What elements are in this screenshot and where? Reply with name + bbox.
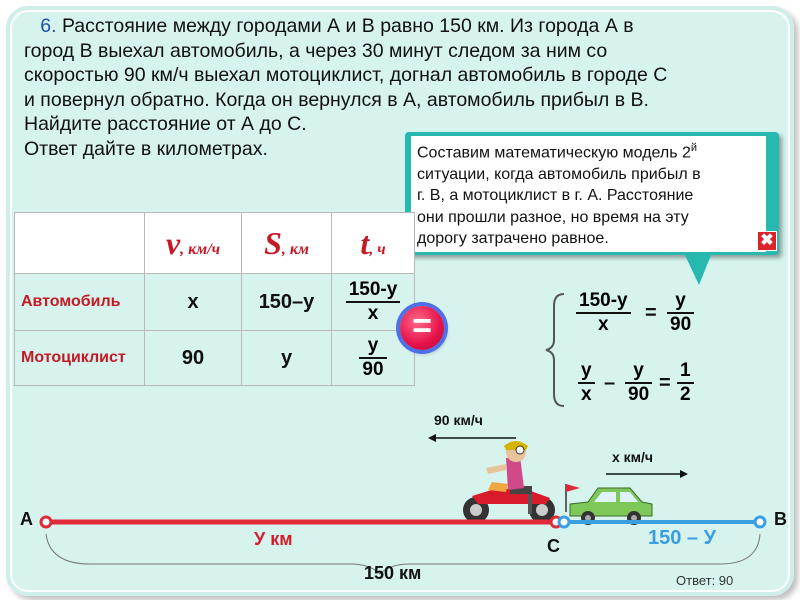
- model-table: [14, 212, 415, 386]
- eq2-right-denominator: 2: [680, 384, 691, 405]
- callout-box: [405, 132, 779, 255]
- answer-text: Ответ: 90: [676, 573, 734, 588]
- point-b-dot: [755, 517, 765, 527]
- moto-s-cell: у: [242, 331, 332, 386]
- moto-speed-label: 90 км/ч: [434, 412, 483, 428]
- moto-t-fraction: [359, 335, 386, 381]
- eq1-left-denominator: x: [598, 314, 609, 335]
- problem-line-3: скоростью 90 км/ч выехал мотоциклист, догнал автомобиль в городе С: [24, 64, 668, 87]
- eq1-equals: =: [645, 302, 657, 324]
- eq2-right-fraction: [677, 360, 694, 406]
- point-a-dot: [41, 517, 51, 527]
- car-t-denominator: x: [367, 303, 379, 324]
- eq1-left-fraction: [576, 290, 631, 336]
- callout-superscript: й: [690, 142, 698, 154]
- eq2-b-fraction: [625, 360, 652, 406]
- row-label-cell: [15, 274, 145, 331]
- header-v-cell: [145, 213, 242, 274]
- moto-t-numerator: у: [359, 335, 386, 359]
- header-v-symbol: v: [165, 224, 181, 261]
- segment-cb-label: 150 – У: [648, 527, 717, 549]
- problem-number: 6.: [40, 15, 57, 37]
- row-label-cell: [15, 331, 145, 386]
- eq2-a-denominator: x: [581, 384, 592, 405]
- car-v-cell: x: [145, 274, 242, 331]
- system-brace-icon: [540, 290, 570, 410]
- row-label-moto: Мотоциклист: [21, 349, 126, 366]
- total-distance-label: 150 км: [364, 563, 422, 583]
- eq1-left-numerator: 150-у: [576, 290, 631, 314]
- eq2-a-fraction: [578, 360, 595, 406]
- eq2-a-numerator: у: [578, 360, 595, 384]
- problem-line-4: и повернул обратно. Когда он вернулся в А, автомобиль прибыл в В.: [24, 88, 649, 111]
- point-a-label: А: [20, 509, 33, 529]
- callout-line-1: [417, 138, 760, 164]
- car-direction-arrow-icon: [604, 468, 688, 480]
- callout-line-1-text: Составим математическую модель 2: [417, 144, 691, 162]
- equals-button[interactable]: =: [400, 306, 444, 350]
- car-speed-label: x км/ч: [612, 449, 654, 465]
- car-t-numerator: 150-у: [346, 279, 401, 303]
- header-t-unit: , ч: [369, 240, 386, 258]
- callout-text: [411, 136, 766, 252]
- callout-line-3: г. В, а мотоциклист в г. А. Расстояние: [417, 187, 694, 205]
- eq2-b-numerator: у: [625, 360, 652, 384]
- segment-ac-label: У км: [254, 529, 293, 549]
- header-s-symbol: S: [264, 224, 282, 261]
- point-c-label: С: [547, 536, 560, 556]
- problem-line-1-text: Расстояние между городами А и В равно 150 км. Из города А в: [61, 15, 634, 37]
- point-b-label: В: [774, 509, 787, 529]
- header-t-cell: [332, 213, 415, 274]
- problem-line-1: [24, 14, 774, 39]
- header-s-cell: [242, 213, 332, 274]
- close-icon[interactable]: ✖: [757, 231, 777, 251]
- callout-line-2: ситуации, когда автомобиль прибыл в: [417, 165, 701, 183]
- point-c-blue-dot: [559, 517, 569, 527]
- callout-line-5: дорогу затрачено равное.: [417, 230, 609, 248]
- row-label-car: Автомобиль: [21, 293, 121, 310]
- car-s-cell: 150–у: [242, 274, 332, 331]
- table-row: [15, 274, 415, 331]
- eq2-b-denominator: 90: [628, 384, 650, 405]
- header-v-unit: , км/ч: [180, 240, 221, 258]
- eq2-minus: –: [604, 372, 616, 394]
- eq1-right-numerator: у: [667, 290, 694, 314]
- header-s-unit: , км: [281, 240, 309, 258]
- table-corner-cell: [15, 213, 145, 274]
- eq1-right-denominator: 90: [670, 314, 692, 335]
- header-t-symbol: t: [360, 224, 370, 261]
- callout-line-4: они прошли разное, но время на эту: [417, 208, 689, 226]
- eq1-right-fraction: [667, 290, 694, 336]
- eq2-equals: =: [659, 372, 671, 394]
- eq2-right-numerator: 1: [677, 360, 694, 384]
- car-t-fraction: [346, 279, 401, 325]
- problem-line-6: Ответ дайте в километрах.: [24, 137, 268, 160]
- table-header-row: [15, 213, 415, 274]
- table-row: [15, 331, 415, 386]
- problem-line-5: Найдите расстояние от А до С.: [24, 113, 307, 136]
- problem-line-2: город В выехал автомобиль, а через 30 минут следом за ним со: [24, 39, 608, 62]
- callout-tail: [685, 255, 711, 285]
- moto-v-cell: 90: [145, 331, 242, 386]
- moto-t-denominator: 90: [362, 359, 384, 380]
- route-diagram: [30, 508, 780, 598]
